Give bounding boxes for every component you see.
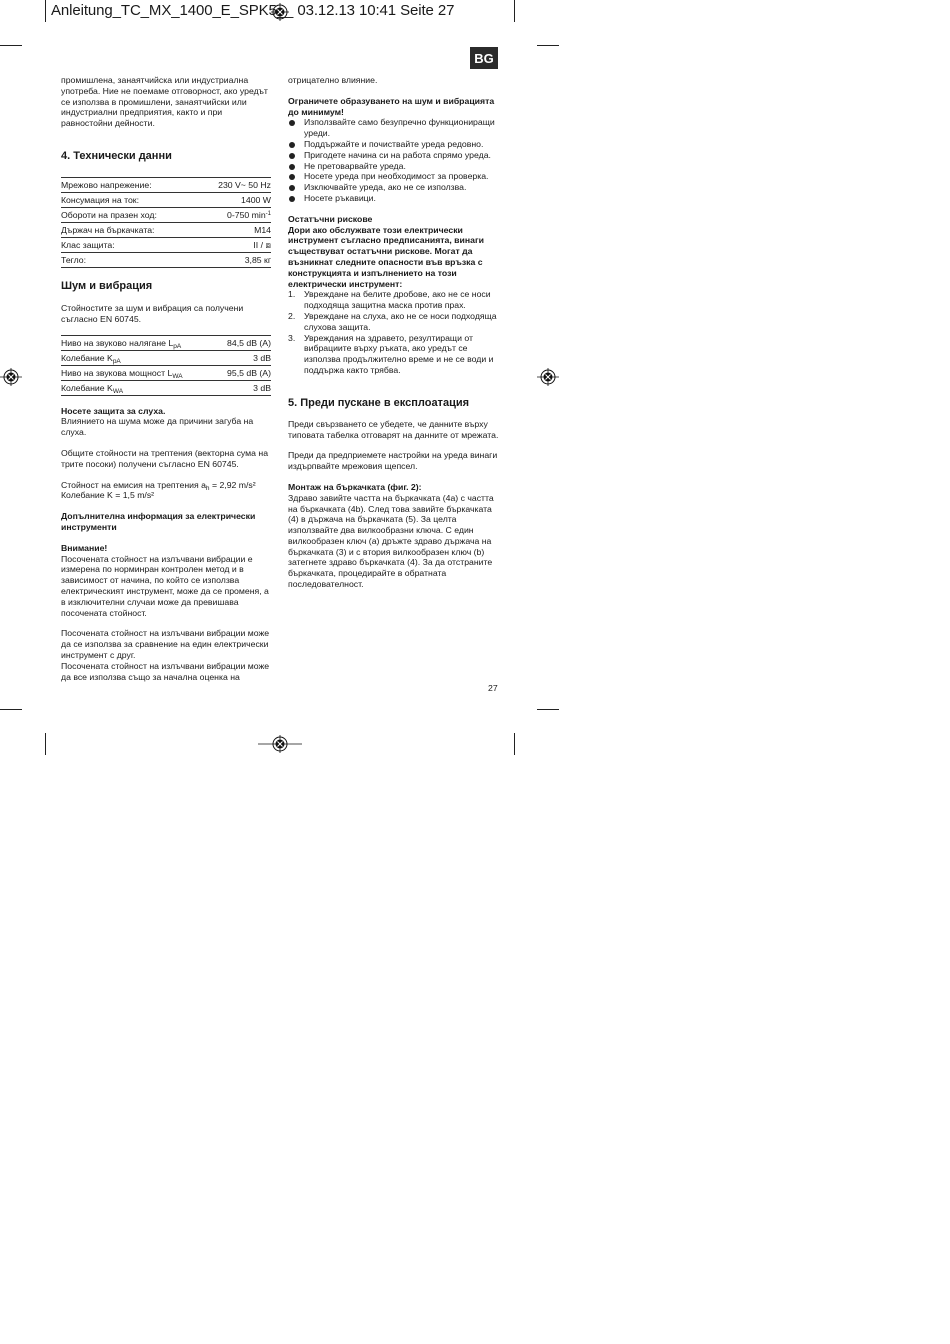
noise-label-text: Ниво на звуково налягане L xyxy=(61,337,174,348)
list-item: Не претоварвайте уреда. xyxy=(288,161,500,172)
mounting-title: Монтаж на бъркачката (фиг. 2): xyxy=(288,481,422,492)
list-text: Увреждания на здравето, резултиращи от вибрациите върху ръката, ако уредът се използва продължително време и не се води и поддържа както трябва. xyxy=(304,332,494,375)
spec-value-text: 0-750 min xyxy=(227,209,266,220)
noise-label-text: Колебание K xyxy=(61,382,113,393)
crop-mark xyxy=(0,709,22,710)
print-file-header: Anleitung_TC_MX_1400_E_SPK5__ 03.12.13 10:41 Seite 27 xyxy=(51,2,455,19)
list-text: Увреждане на белите дробове, ако не се носи подходяща защитна маска против прах. xyxy=(304,289,491,311)
list-item: Носете ръкавици. xyxy=(288,193,500,204)
registration-mark-icon xyxy=(537,368,559,386)
page-number: 27 xyxy=(488,683,498,693)
list-text: Увреждане на слуха, ако не се носи подходяща слухова защита. xyxy=(304,310,497,332)
noise-label-sub: pA xyxy=(112,357,121,365)
crop-mark xyxy=(537,45,559,46)
emission-label: Стойност на емисия на трептения a xyxy=(61,479,206,490)
technical-data-table xyxy=(61,177,271,268)
hearing-protection-title: Носете защита за слуха. xyxy=(61,405,166,416)
continued-text: отрицателно влияние. xyxy=(288,75,378,85)
comparison-text: Посочената стойност на излъчвани вибрации може да се използва за сравнение на един електрически инструмент с друг. xyxy=(61,628,270,660)
limit-noise-list xyxy=(288,117,500,203)
crop-mark xyxy=(0,45,22,46)
table-row xyxy=(61,350,271,365)
vibration-emission-value xyxy=(61,480,273,491)
vibration-total-text: Общите стойности на трептения (векторна сума на трите посоки) получени съгласно EN 60745. xyxy=(61,447,269,469)
crop-mark xyxy=(514,733,515,755)
hearing-protection-text: Влиянието на шума може да причини загуба на слуха. xyxy=(61,416,254,438)
residual-risks-list xyxy=(288,289,500,375)
noise-label-sub: WA xyxy=(112,387,124,395)
noise-label-sub: WA xyxy=(172,372,183,380)
noise-label xyxy=(61,350,215,365)
spec-value-exponent: -1 xyxy=(265,210,271,217)
noise-value: 3 dB xyxy=(215,350,271,365)
list-item xyxy=(288,311,500,333)
list-number: 3. xyxy=(288,332,296,343)
list-item: Носете уреда при необходимост за проверка. xyxy=(288,171,500,182)
crop-mark xyxy=(45,733,46,755)
spec-value xyxy=(196,207,271,222)
left-column xyxy=(61,75,273,682)
noise-label-sub: pA xyxy=(173,342,182,350)
spec-label: Тегло: xyxy=(61,252,196,267)
list-item xyxy=(288,333,500,376)
crop-mark xyxy=(537,709,559,710)
list-item: Използвайте само безупречно функциониращи уреди. xyxy=(288,117,500,139)
crop-mark xyxy=(45,0,46,22)
section-title-technical-data: 4. Технически данни xyxy=(61,149,172,162)
list-item: Изключвайте уреда, ако не се използва. xyxy=(288,182,500,193)
noise-label xyxy=(61,335,215,350)
vibration-uncertainty: Колебание K = 1,5 m/s² xyxy=(61,490,155,501)
list-number: 2. xyxy=(288,310,296,321)
residual-risks-intro: Дори ако обслужвате този електрически инструмент съгласно предписанията, винаги съществуват остатъчни рискове. Могат да възникнат следните опасности във връзка с конструкцията и изпълнението на този електрически инструмент: xyxy=(288,224,484,289)
list-item: Поддържайте и почиствайте уреда редовно. xyxy=(288,139,500,150)
noise-value: 84,5 dB (A) xyxy=(215,335,271,350)
section-title-noise: Шум и вибрация xyxy=(61,279,153,292)
right-column xyxy=(288,75,500,590)
spec-label: Консумация на ток: xyxy=(61,192,196,207)
table-row xyxy=(61,365,271,380)
spec-label: Държач на бъркачката: xyxy=(61,222,196,237)
table-row xyxy=(61,222,271,237)
spec-value xyxy=(196,237,271,252)
emission-value: = 2,92 m/s² xyxy=(209,479,256,490)
before-start-text-2: Преди да предприемете настройки на уреда винаги издърпвайте мрежовия щепсел. xyxy=(288,450,498,472)
emission-sub: h xyxy=(205,484,210,492)
spec-value: 230 V~ 50 Hz xyxy=(196,177,271,192)
table-row xyxy=(61,252,271,267)
section-title-before-start: 5. Преди пускане в експлоатация xyxy=(288,396,470,409)
list-item xyxy=(288,289,500,311)
spec-value: 1400 W xyxy=(196,192,271,207)
table-row xyxy=(61,207,271,222)
noise-value: 3 dB xyxy=(215,380,271,395)
residual-risks-title: Остатъчни рискове xyxy=(288,213,373,224)
noise-intro: Стойностите за шум и вибрация са получени съгласно EN 60745. xyxy=(61,302,244,324)
spec-label: Клас защита: xyxy=(61,237,196,252)
table-row xyxy=(61,237,271,252)
table-row xyxy=(61,192,271,207)
spec-value: 3,85 кг xyxy=(196,252,271,267)
intro-paragraph: промишлена, занаятчийска или индустриална употреба. Ние не поемаме отговорност, ако уредът се използва в промишлени, занаятчийски или индустриални предприятия, както и при равностойни дейности. xyxy=(61,75,268,129)
list-number: 1. xyxy=(288,289,296,300)
noise-label xyxy=(61,365,215,380)
spec-label: Обороти на празен ход: xyxy=(61,207,196,222)
noise-data-table xyxy=(61,335,271,396)
table-row xyxy=(61,380,271,395)
spec-label: Мрежово напрежение: xyxy=(61,177,196,192)
crop-mark xyxy=(514,0,515,22)
protection-class-icon: ⧈ xyxy=(265,239,271,250)
limit-noise-title: Ограничете образуването на шум и вибрацията до минимум! xyxy=(288,95,495,117)
registration-mark-icon xyxy=(258,735,302,753)
attention-text: Посочената стойност на излъчвани вибрации е измерена по норминран контролен метод и в зависимост от начина, по който се използва електрическият инструмент, може да се променя, а в изключителни случаи може да превишава посочената стойност. xyxy=(61,553,269,618)
noise-label xyxy=(61,380,215,395)
before-start-text-1: Преди свързването се убедете, че данните върху типовата табелка отговарят на данните от мрежата. xyxy=(288,418,499,440)
spec-value-text: II / xyxy=(253,239,266,250)
attention-title: Внимание! xyxy=(61,542,108,553)
mounting-text: Здраво завийте частта на бъркачката (4a) с частта на бъркачката (4b). След това завийте бъркачката (4) в държача на бъркачката (5). За целта използвайте два вилкообразни ключа. С един вилкообразен ключ (a) дръжте здраво държача на бъркачката (3) и с втория вилкообразен ключ (b) затегнете здраво бъркачката (4). За да отстраните бъркачката, процедирайте в обратната последователност. xyxy=(288,492,494,590)
registration-mark-icon xyxy=(0,368,22,386)
spec-value: M14 xyxy=(196,222,271,237)
initial-assessment-text: Посочената стойност на излъчвани вибрации може да все използва също за начална оценка на xyxy=(61,660,270,682)
noise-label-text: Ниво на звукова мощност L xyxy=(61,367,173,378)
list-item: Пригодете начина си на работа спрямо уреда. xyxy=(288,150,500,161)
extra-info-title: Допълнителна информация за електрически инструменти xyxy=(61,511,256,532)
noise-value: 95,5 dB (A) xyxy=(215,365,271,380)
noise-label-text: Колебание K xyxy=(61,352,113,363)
table-row xyxy=(61,335,271,350)
table-row xyxy=(61,177,271,192)
language-badge: BG xyxy=(470,47,498,69)
